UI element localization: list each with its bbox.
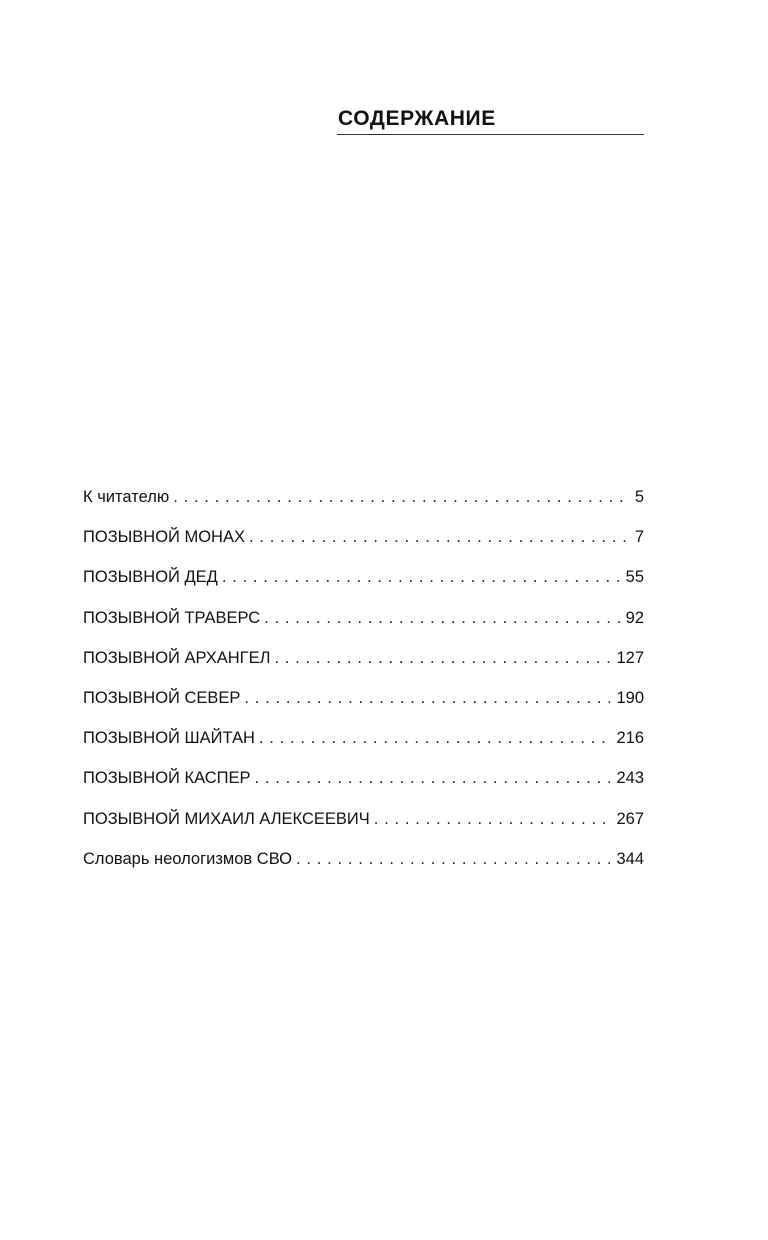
- toc-dot-leader: [173, 485, 629, 509]
- toc-entry-title: ПОЗЫВНОЙ МИХАИЛ АЛЕКСЕЕВИЧ: [83, 809, 370, 828]
- toc-dot-leader: [259, 726, 611, 750]
- toc-dot-leader: [222, 565, 620, 589]
- toc-entry-title: ПОЗЫВНОЙ КАСПЕР: [83, 769, 251, 788]
- toc-entry-page: 216: [616, 729, 644, 748]
- toc-entry[interactable]: [83, 485, 644, 525]
- toc-entry-title: ПОЗЫВНОЙ АРХАНГЕЛ: [83, 648, 271, 667]
- toc-entry-title: ПОЗЫВНОЙ ДЕД: [83, 568, 218, 587]
- toc-entry-title: ПОЗЫВНОЙ ШАЙТАН: [83, 729, 255, 748]
- toc-entry-page: 127: [616, 648, 644, 667]
- toc-entry-page: 267: [616, 809, 644, 828]
- table-of-contents: [83, 485, 644, 887]
- toc-dot-leader: [244, 686, 610, 710]
- toc-entry[interactable]: [83, 686, 644, 726]
- toc-entry-title: К читателю: [83, 488, 170, 506]
- toc-entry-page: 344: [616, 849, 644, 868]
- toc-entry[interactable]: [83, 726, 644, 766]
- toc-dot-leader: [296, 847, 610, 871]
- toc-entry-title: ПОЗЫВНОЙ МОНАХ: [83, 528, 245, 547]
- toc-dot-leader: [249, 525, 629, 549]
- contents-heading: СОДЕРЖАНИЕ: [338, 107, 496, 130]
- toc-entry[interactable]: [83, 565, 644, 605]
- toc-dot-leader: [264, 606, 619, 630]
- toc-entry-page: 243: [616, 769, 644, 788]
- toc-entry[interactable]: [83, 606, 644, 646]
- toc-dot-leader: [374, 807, 611, 831]
- toc-dot-leader: [255, 766, 611, 790]
- toc-entry-title: ПОЗЫВНОЙ СЕВЕР: [83, 688, 241, 707]
- toc-entry-page: 5: [634, 488, 644, 506]
- toc-entry[interactable]: [83, 807, 644, 847]
- toc-entry-page: 190: [616, 688, 644, 707]
- toc-entry-page: 55: [625, 568, 644, 587]
- toc-entry[interactable]: [83, 525, 644, 565]
- toc-entry[interactable]: [83, 646, 644, 686]
- toc-entry-title: ПОЗЫВНОЙ ТРАВЕРС: [83, 608, 261, 627]
- contents-heading-block: [337, 104, 644, 135]
- toc-dot-leader: [274, 646, 610, 670]
- heading-underline: [337, 134, 644, 135]
- toc-entry[interactable]: [83, 847, 644, 887]
- toc-entry[interactable]: [83, 766, 644, 806]
- toc-entry-page: 92: [625, 608, 644, 627]
- toc-entry-page: 7: [634, 528, 644, 547]
- toc-entry-title: Словарь неологизмов СВО: [83, 849, 292, 868]
